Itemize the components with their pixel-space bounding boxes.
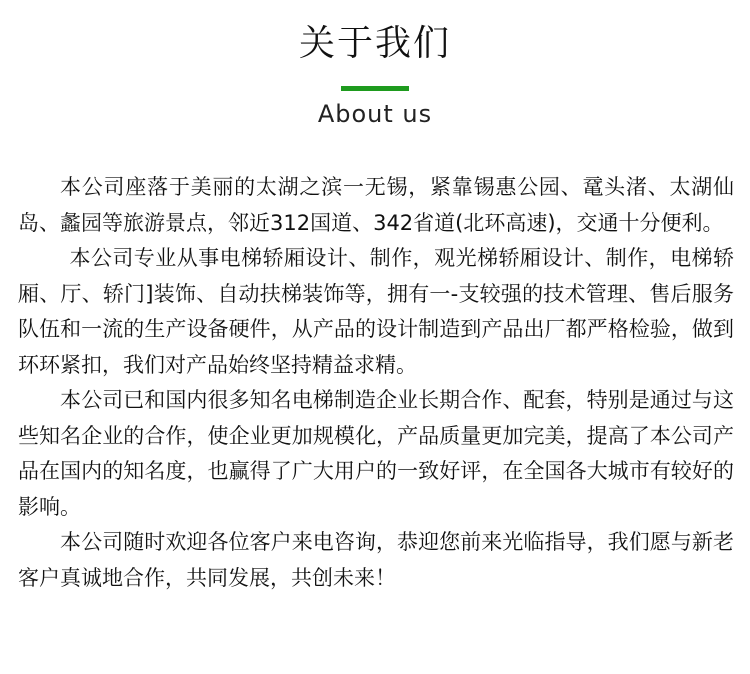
page-subtitle: About us xyxy=(317,100,433,128)
section-header xyxy=(0,20,750,129)
title-accent-bar xyxy=(341,86,409,91)
paragraph-location: 本公司座落于美丽的太湖之滨一无锡，紧靠锡惠公园、鼋头渚、太湖仙岛、蠡园等旅游景点，邻近312国道、342省道(北环高速)，交通十分便利。 xyxy=(18,175,734,235)
page-title: 关于我们 xyxy=(298,23,451,64)
about-content xyxy=(18,170,734,596)
paragraph-partners: 本公司已和国内很多知名电梯制造企业长期合作、配套，特别是通过与这些知名企业的合作，使企业更加规模化，产品质量更加完美，提高了本公司产品在国内的知名度，也赢得了广大用户的一致好评，在全国各大城市有较好的影响。 xyxy=(18,388,734,519)
paragraph-welcome: 本公司随时欢迎各位客户来电咨询，恭迎您前来光临指导，我们愿与新老客户真诚地合作，共同发展，共创未来！ xyxy=(18,530,734,590)
paragraph-business: 本公司专业从事电梯轿厢设计、制作，观光梯轿厢设计、制作，电梯轿厢、厅、轿门]装饰、自动扶梯装饰等，拥有一-支较强的技术管理、售后服务队伍和一流的生产设备硬件，从产品的设计制造到产品出厂都严格检验，做到环环紧扣，我们对产品始终坚持精益求精。 xyxy=(18,246,734,377)
